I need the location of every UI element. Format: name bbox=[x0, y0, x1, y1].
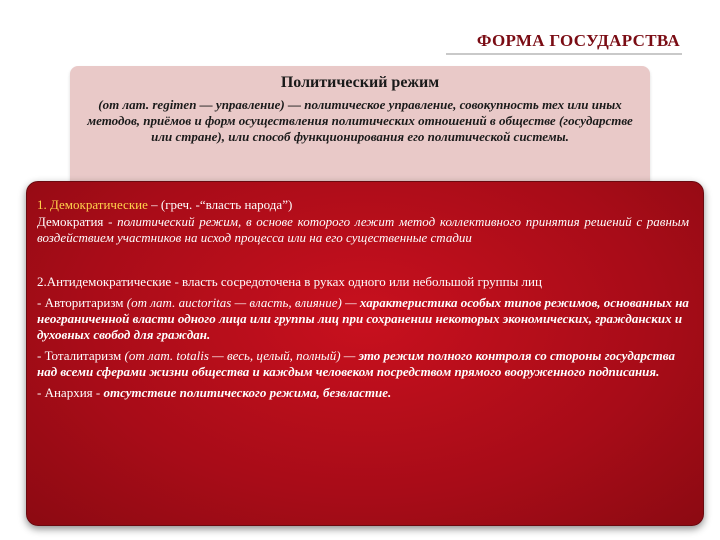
item-prefix: - Авторитаризм bbox=[37, 295, 127, 310]
list-item-totalitarianism bbox=[37, 348, 689, 380]
title-underline bbox=[446, 53, 682, 55]
list-item-authoritarianism bbox=[37, 295, 689, 343]
definition-box bbox=[70, 66, 650, 188]
item-etymology: (от лат. auctoritas — власть, влияние) — bbox=[126, 295, 360, 310]
definition-text: (от лат. regimen — управление) — политическое управление, совокупность тех или иных методов, приёмов и форм осуществления политических отношений в обществе (государстве или стране), или способ функционирования его политической системы. bbox=[87, 97, 633, 144]
slide-title: ФОРМА ГОСУДАРСТВА bbox=[476, 31, 680, 50]
democratic-etymology: – (греч. -“власть народа”) bbox=[147, 197, 293, 212]
definition-heading: Политический режим bbox=[280, 74, 440, 91]
item-prefix: - Анархия - bbox=[37, 385, 104, 400]
democracy-text: - политический режим, в основе которого лежит метод коллективного принятия решений с равным воздействием участников на исход процесса или на его существенные стадии bbox=[37, 214, 689, 245]
item-definition: характеристика особых типов режимов, основанных на неограниченной власти одного лица или группы лиц при сохранении некоторых экономических, гражданских и духовных свобод для граждан. bbox=[37, 295, 689, 342]
item-definition: это режим полного контроля со стороны государства над всеми сферами жизни общества и каждым человеком посредством прямого вооруженного подписания. bbox=[37, 348, 675, 379]
democracy-definition bbox=[37, 214, 689, 246]
democratic-heading bbox=[37, 197, 689, 213]
item-prefix: - Тоталитаризм bbox=[37, 348, 125, 363]
item-definition: отсутствие политического режима, безвластие. bbox=[103, 385, 392, 400]
item-etymology: (от лат. totalis — весь, целый, полный) — bbox=[124, 348, 359, 363]
democratic-number: 1. bbox=[37, 197, 47, 212]
regime-types-content bbox=[37, 197, 689, 406]
antidemocratic-description: - власть сосредоточена в руках одного или небольшой группы лиц bbox=[171, 274, 542, 289]
list-item-anarchy bbox=[37, 385, 689, 401]
antidemocratic-term: Антидемократические bbox=[46, 274, 172, 289]
regime-types-box bbox=[26, 181, 704, 526]
democratic-term: Демократические bbox=[50, 197, 148, 212]
antidemocratic-heading bbox=[37, 274, 689, 290]
democracy-term: Демократия bbox=[37, 214, 104, 229]
antidemocratic-number: 2. bbox=[37, 274, 47, 289]
